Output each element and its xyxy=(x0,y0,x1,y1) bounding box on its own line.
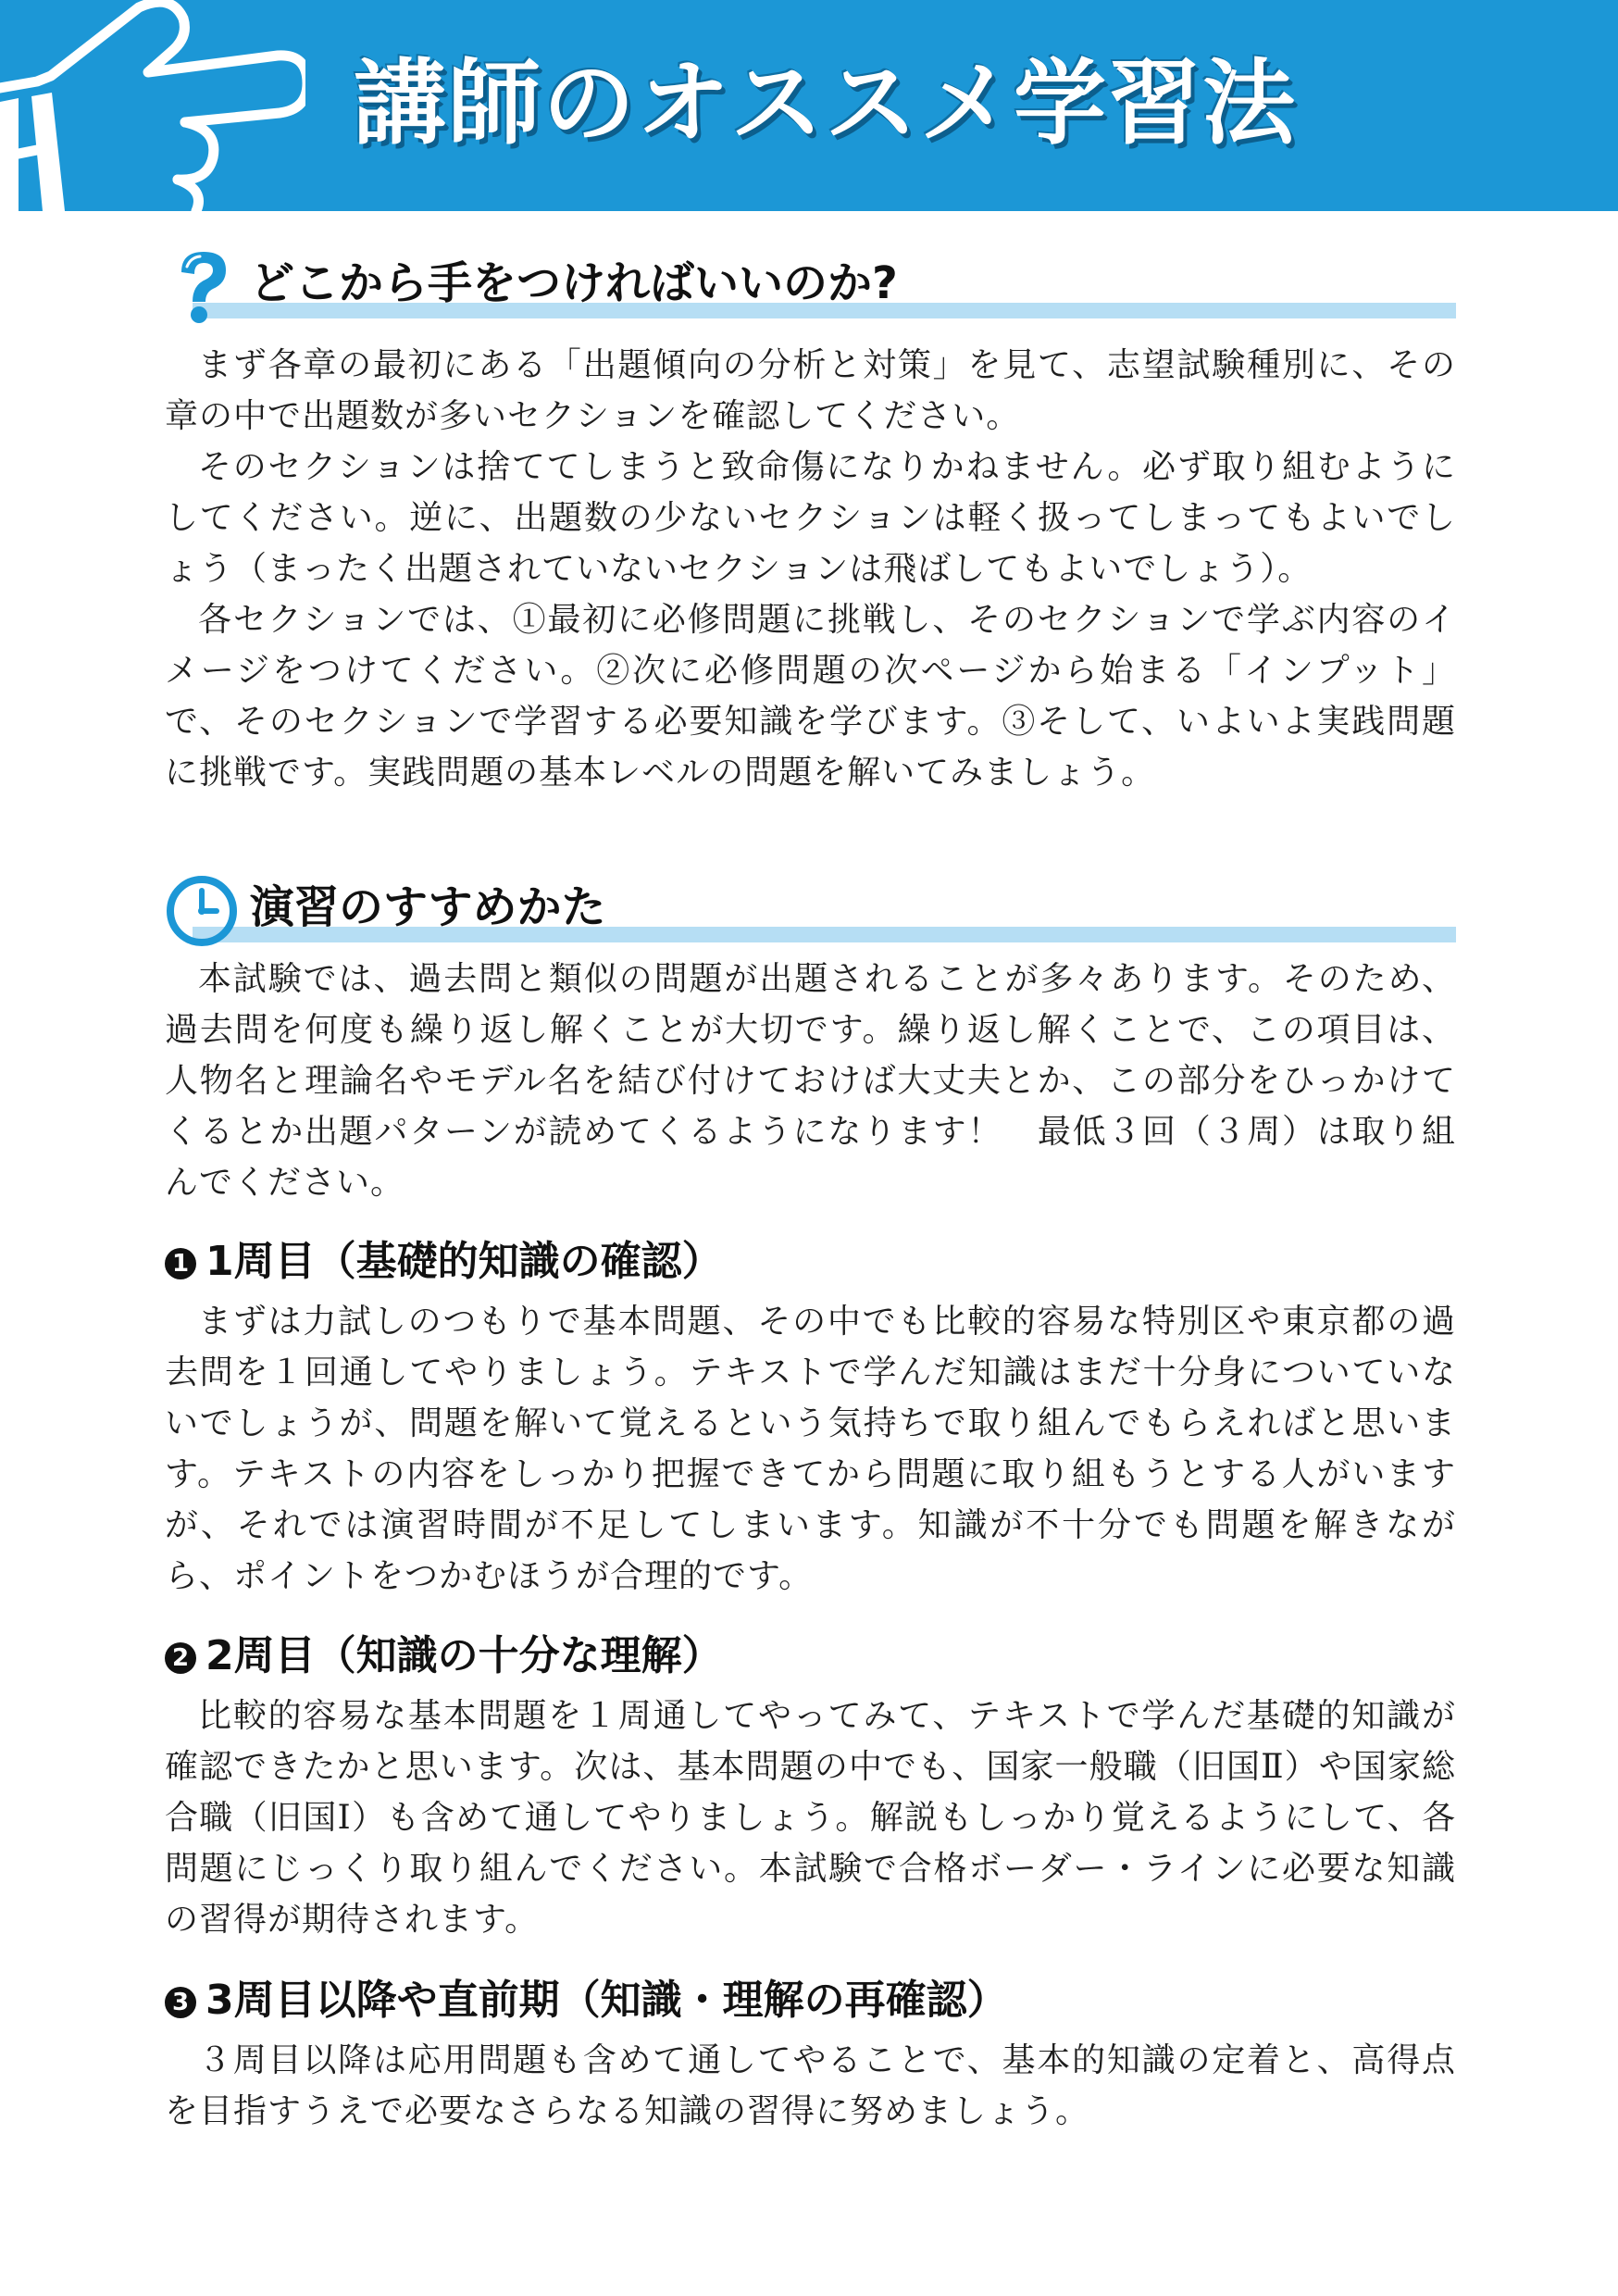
section-heading-practice xyxy=(165,872,1456,946)
step-heading-2 xyxy=(165,1630,723,1682)
paragraph: 各セクションでは、①最初に必修問題に挑戦し、そのセクションで学ぶ内容のイメージをつけてください。②次に必修問題の次ページから始まる「インプット」で、そのセクションで学習する必要知識を学びます。③そして、いよいよ実践問題に挑戦です。実践問題の基本レベルの問題を解いてみましょう。 xyxy=(165,601,1456,792)
section-title: どこから手をつければいいのか? xyxy=(250,257,898,309)
step-title: 2周目（知識の十分な理解） xyxy=(205,1632,723,1679)
paragraph: まずは力試しのつもりで基本問題、その中でも比較的容易な特別区や東京都の過去問を１回通してやりましょう。テキストで学んだ知識はまだ十分身についていないでしょうが、問題を解いて覚えるという気持ちで取り組んでもらえればと思います。テキストの内容をしっかり把握できてから問題に取り組もうとする人がいますが、それでは演習時間が不足してしまいます。知識が不十分でも問題を解きながら、ポイントをつかむほうが合理的です。 xyxy=(165,1303,1456,1595)
pointing-hand-icon xyxy=(0,0,305,211)
paragraph: 比較的容易な基本問題を１周通してやってみて、テキストで学んだ基礎的知識が確認できたかと思います。次は、基本問題の中でも、国家一般職（旧国Ⅱ）や国家総合職（旧国Ⅰ）も含めて通してやりましょう。解説もしっかり覚えるようにして、各問題にじっくり取り組んでください。本試験で合格ボーダー・ラインに必要な知識の習得が期待されます。 xyxy=(165,1697,1456,1939)
step-number-badge: 1 xyxy=(165,1248,196,1279)
question-mark-icon xyxy=(165,248,243,326)
step-heading-3 xyxy=(165,1975,1008,2027)
clock-icon xyxy=(165,872,243,950)
paragraph: ３周目以降は応用問題も含めて通してやることで、基本的知識の定着と、高得点を目指すうえで必要なさらなる知識の習得に努めましょう。 xyxy=(165,2041,1456,2130)
page-title: 講師のオススメ学習法 xyxy=(354,49,1297,157)
step-title: 1周目（基礎的知識の確認） xyxy=(205,1238,723,1285)
title-banner xyxy=(0,0,1618,211)
paragraph: 本試験では、過去問と類似の問題が出題されることが多々あります。そのため、過去問を何度も繰り返し解くことが大切です。繰り返し解くことで、この項目は、人物名と理論名やモデル名を結び付けておけば大丈夫とか、この部分をひっかけてくるとか出題パターンが読めてくるようになります！ 最低３回（３周）は取り組んでください。 xyxy=(165,960,1456,1202)
section-heading-where-to-start xyxy=(165,248,1456,322)
step-title: 3周目以降や直前期（知識・理解の再確認） xyxy=(205,1977,1008,2024)
step-heading-1 xyxy=(165,1236,723,1288)
paragraph: そのセクションは捨ててしまうと致命傷になりかねません。必ず取り組むようにしてください。逆に、出題数の少ないセクションは軽く扱ってしまってもよいでしょう（まったく出題されていないセクションは飛ばしてもよいでしょう）。 xyxy=(165,448,1456,588)
step-number-badge: 3 xyxy=(165,1987,196,2018)
paragraph: まず各章の最初にある「出題傾向の分析と対策」を見て、志望試験種別に、その章の中で出題数が多いセクションを確認してください。 xyxy=(165,346,1456,435)
step-number-badge: 2 xyxy=(165,1642,196,1674)
section-title: 演習のすすめかた xyxy=(250,881,606,933)
